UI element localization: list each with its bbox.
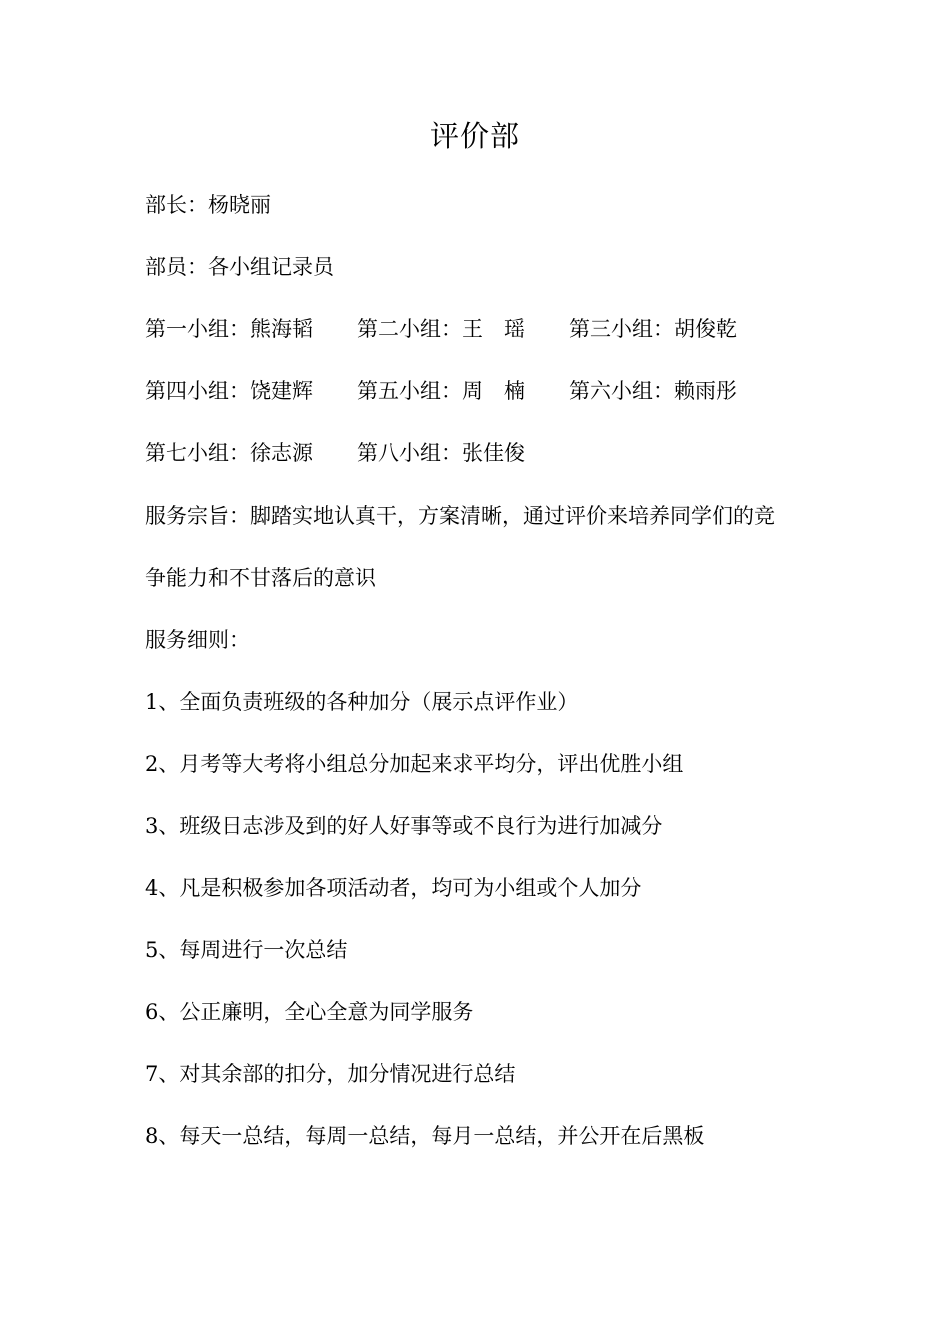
group-row-1 [145,314,845,344]
rule-item: 2、月考等大考将小组总分加起来求平均分，评出优胜小组 [145,752,684,776]
rule-item: 6、公正廉明，全心全意为同学服务 [145,1000,474,1024]
purpose-line-2: 争能力和不甘落后的意识 [145,566,376,590]
purpose-line-1: 服务宗旨：脚踏实地认真干，方案清晰，通过评价来培养同学们的竞 [145,504,775,528]
rule-item: 7、对其余部的扣分，加分情况进行总结 [145,1062,516,1086]
rules-heading: 服务细则： [145,628,250,652]
group-row-3 [145,438,845,468]
group-5-recorder: 第五小组：周 楠 [357,379,525,403]
group-6-recorder: 第六小组：赖雨彤 [569,379,737,403]
group-row-2 [145,376,845,406]
rule-item: 4、凡是积极参加各项活动者，均可为小组或个人加分 [145,876,642,900]
rule-item: 8、每天一总结，每周一总结，每月一总结，并公开在后黑板 [145,1124,705,1148]
group-7-recorder: 第七小组：徐志源 [145,441,313,465]
group-2-recorder: 第二小组：王 瑶 [357,317,525,341]
rule-item: 1、全面负责班级的各种加分（展示点评作业） [145,690,579,714]
rule-item: 3、班级日志涉及到的好人好事等或不良行为进行加减分 [145,814,663,838]
group-4-recorder: 第四小组：饶建辉 [145,379,313,403]
minister-line: 部长：杨晓丽 [145,193,271,217]
group-3-recorder: 第三小组：胡俊乾 [569,317,737,341]
members-line: 部员：各小组记录员 [145,255,334,279]
rule-item: 5、每周进行一次总结 [145,938,348,962]
group-1-recorder: 第一小组：熊海韬 [145,317,313,341]
page-title: 评价部 [429,119,520,153]
group-8-recorder: 第八小组：张佳俊 [357,441,525,465]
